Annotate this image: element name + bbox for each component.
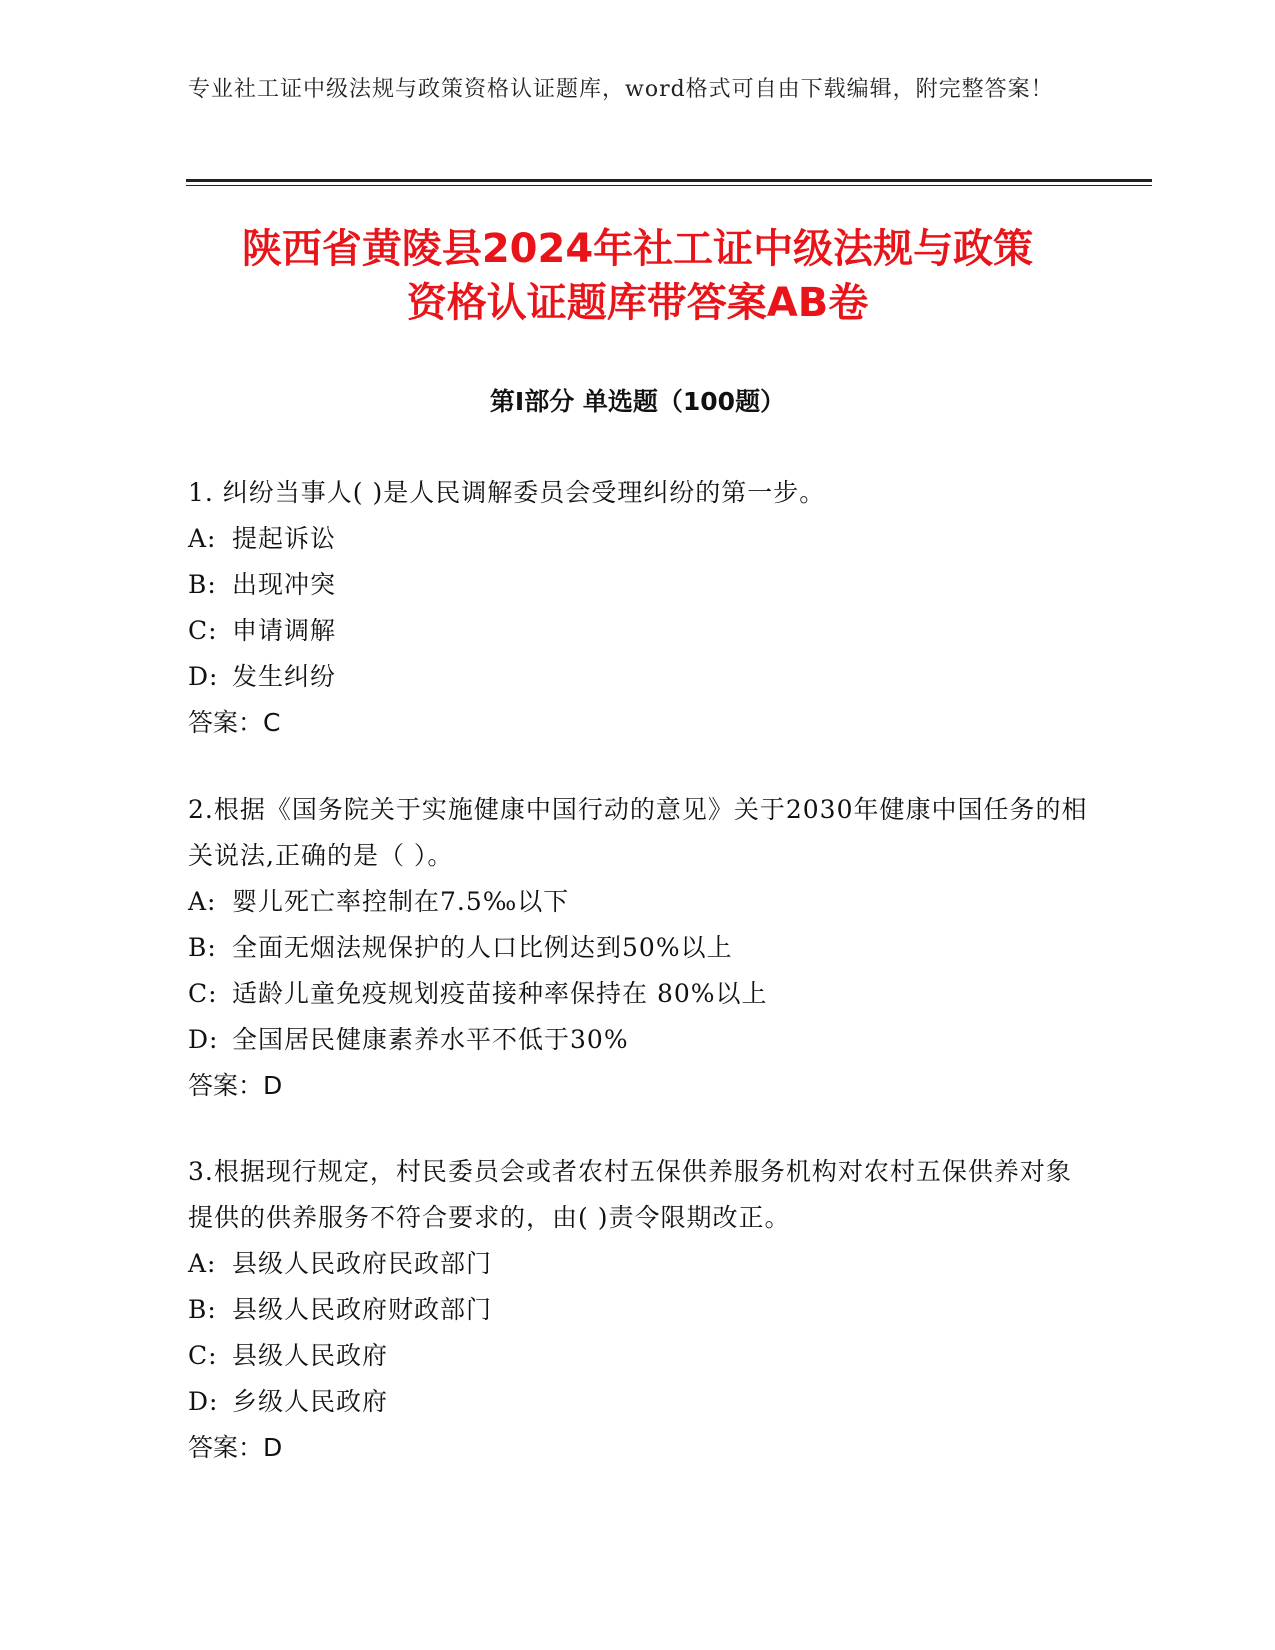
question-3: [188, 1149, 1088, 1471]
option-text: 全国居民健康素养水平不低于30%: [232, 1025, 629, 1054]
option-a: [188, 879, 1088, 925]
question-stem: 2.根据《国务院关于实施健康中国行动的意见》关于2030年健康中国任务的相关说法,正确的是（ ）。: [188, 795, 1088, 870]
header-divider-thin: [186, 185, 1152, 186]
option-text: 县级人民政府: [232, 1341, 389, 1370]
document-title: [150, 222, 1125, 330]
option-b: [188, 925, 1088, 971]
option-b: [188, 562, 1088, 608]
option-letter: A:: [188, 524, 217, 553]
question-stem: 3.根据现行规定，村民委员会或者农村五保供养服务机构对农村五保供养对象提供的供养服务不符合要求的，由( )责令限期改正。: [188, 1157, 1072, 1232]
option-c: [188, 1333, 1088, 1379]
option-letter: D:: [188, 1387, 219, 1416]
option-letter: C:: [188, 979, 218, 1008]
option-letter: A:: [188, 1249, 217, 1278]
option-text: 县级人民政府民政部门: [232, 1249, 493, 1278]
option-text: 乡级人民政府: [232, 1387, 389, 1416]
document-title-line-2: 资格认证题库带答案AB卷: [406, 280, 869, 326]
option-d: [188, 1379, 1088, 1425]
answer-line: 答案：C: [188, 708, 281, 737]
option-text: 适龄儿童免疫规划疫苗接种率保持在 80%以上: [232, 979, 768, 1008]
header-divider-thick: [186, 179, 1152, 182]
option-letter: C:: [188, 1341, 218, 1370]
answer-line: 答案：D: [188, 1433, 283, 1462]
option-d: [188, 654, 1088, 700]
option-letter: B:: [188, 933, 217, 962]
question-2: [188, 787, 1088, 1109]
option-text: 县级人民政府财政部门: [232, 1295, 493, 1324]
option-text: 全面无烟法规保护的人口比例达到50%以上: [232, 933, 733, 962]
option-text: 婴儿死亡率控制在7.5‰以下: [232, 887, 570, 916]
option-text: 出现冲突: [232, 570, 337, 599]
option-text: 发生纠纷: [232, 662, 337, 691]
question-stem: 1. 纠纷当事人( )是人民调解委员会受理纠纷的第一步。: [188, 478, 826, 507]
option-letter: D:: [188, 662, 219, 691]
option-letter: D:: [188, 1025, 219, 1054]
option-letter: B:: [188, 1295, 217, 1324]
document-title-line-1: 陕西省黄陵县2024年社工证中级法规与政策: [241, 226, 1034, 272]
option-text: 提起诉讼: [232, 524, 337, 553]
option-c: [188, 608, 1088, 654]
header-note: 专业社工证中级法规与政策资格认证题库，word格式可自由下载编辑，附完整答案！: [188, 77, 1054, 102]
answer-line: 答案：D: [188, 1071, 283, 1100]
question-1: [188, 470, 1088, 746]
option-b: [188, 1287, 1088, 1333]
section-heading: 第I部分 单选题（100题）: [489, 387, 786, 416]
option-c: [188, 971, 1088, 1017]
option-a: [188, 1241, 1088, 1287]
option-letter: C:: [188, 616, 218, 645]
option-letter: A:: [188, 887, 217, 916]
option-letter: B:: [188, 570, 217, 599]
option-a: [188, 516, 1088, 562]
option-text: 申请调解: [232, 616, 337, 645]
option-d: [188, 1017, 1088, 1063]
